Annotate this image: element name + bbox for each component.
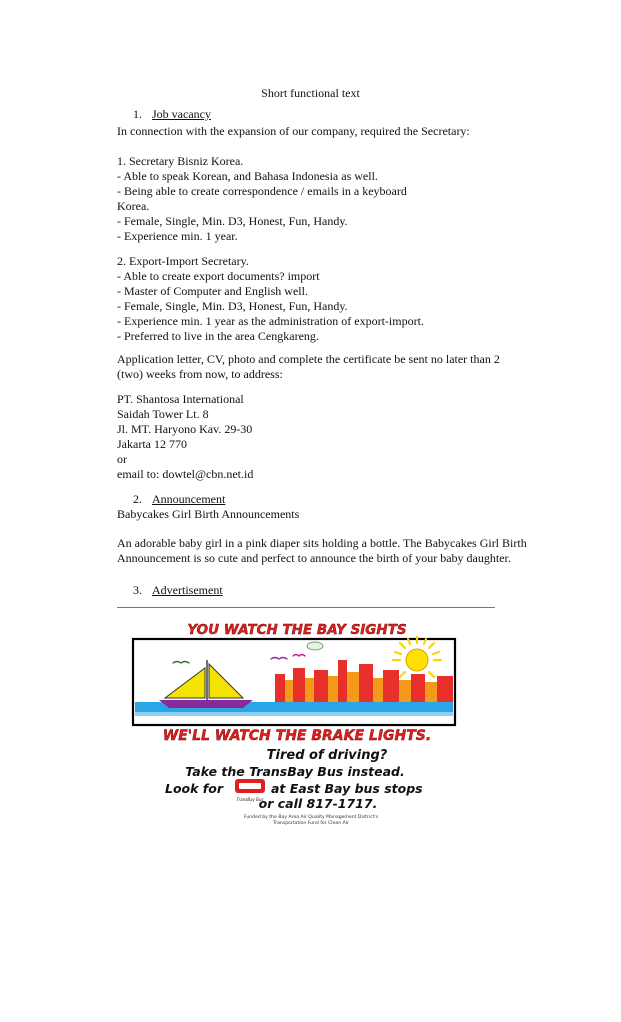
horizontal-divider xyxy=(117,607,495,608)
advertisement-illustration xyxy=(125,612,465,828)
section-heading-advertisement xyxy=(133,583,223,598)
ad-headline-bottom: WE'LL WATCH THE BRAKE LIGHTS. xyxy=(162,728,432,744)
section-label: Announcement xyxy=(152,492,226,506)
section-label: Job vacancy xyxy=(152,107,211,121)
section-heading-announcement xyxy=(133,492,225,507)
advertisement-poster xyxy=(125,612,465,828)
ad-fine-print-2: Transportation Fund for Clean Air xyxy=(273,821,349,826)
ad-line-bus-stops: at East Bay bus stops xyxy=(271,781,423,796)
section-number: 3. xyxy=(133,583,142,597)
announcement-body: An adorable baby girl in a pink diaper sits holding a bottle. The Babycakes Girl Birth Announcement is so cute and perfect to announce the birth of your baby daughter. xyxy=(117,536,527,565)
job-listing-2: 2. Export-Import Secretary. - Able to create export documents? import - Master of Computer and English well. - Female, Single, Min. D3, Honest, Fun, Handy. - Experience min. 1 year as the administration of export-import. - Preferred to live in the area Cengkareng. xyxy=(117,254,424,343)
ad-line-call: or call 817-1717. xyxy=(258,796,378,811)
cloud-icon xyxy=(307,642,323,650)
section-number: 1. xyxy=(133,107,142,121)
ad-line-take-bus: Take the TransBay Bus instead. xyxy=(185,764,405,779)
ad-headline-top: YOU WATCH THE BAY SIGHTS xyxy=(187,622,407,638)
announcement-subtitle: Babycakes Girl Birth Announcements xyxy=(117,507,300,521)
section-heading-job-vacancy xyxy=(133,107,211,122)
logo-caption: TransBay Bus xyxy=(236,797,264,802)
job-intro: In connection with the expansion of our company, required the Secretary: xyxy=(117,124,470,138)
page-title: Short functional text xyxy=(261,86,360,100)
ad-line-look-for: Look for xyxy=(165,781,223,796)
ad-line-tired: Tired of driving? xyxy=(266,748,388,763)
application-instructions: Application letter, CV, photo and complete the certificate be sent no later than 2 (two) weeks from now, to address: xyxy=(117,352,500,381)
company-address: PT. Shantosa International Saidah Tower Lt. 8 Jl. MT. Haryono Kav. 29-30 Jakarta 12 770 or email to: dowtel@cbn.net.id xyxy=(117,392,254,481)
job-listing-1: 1. Secretary Bisniz Korea. - Able to speak Korean, and Bahasa Indonesia as well. - Being able to create correspondence / emails in a keyboard Korea. - Female, Single, Min. D3, Honest, Fun, Handy. - Experience min. 1 year. xyxy=(117,154,407,243)
section-label: Advertisement xyxy=(152,583,223,597)
water-band-light xyxy=(135,712,453,716)
section-number: 2. xyxy=(133,492,142,506)
ad-fine-print-1: Funded by the Bay Area Air Quality Management District's xyxy=(243,815,379,820)
